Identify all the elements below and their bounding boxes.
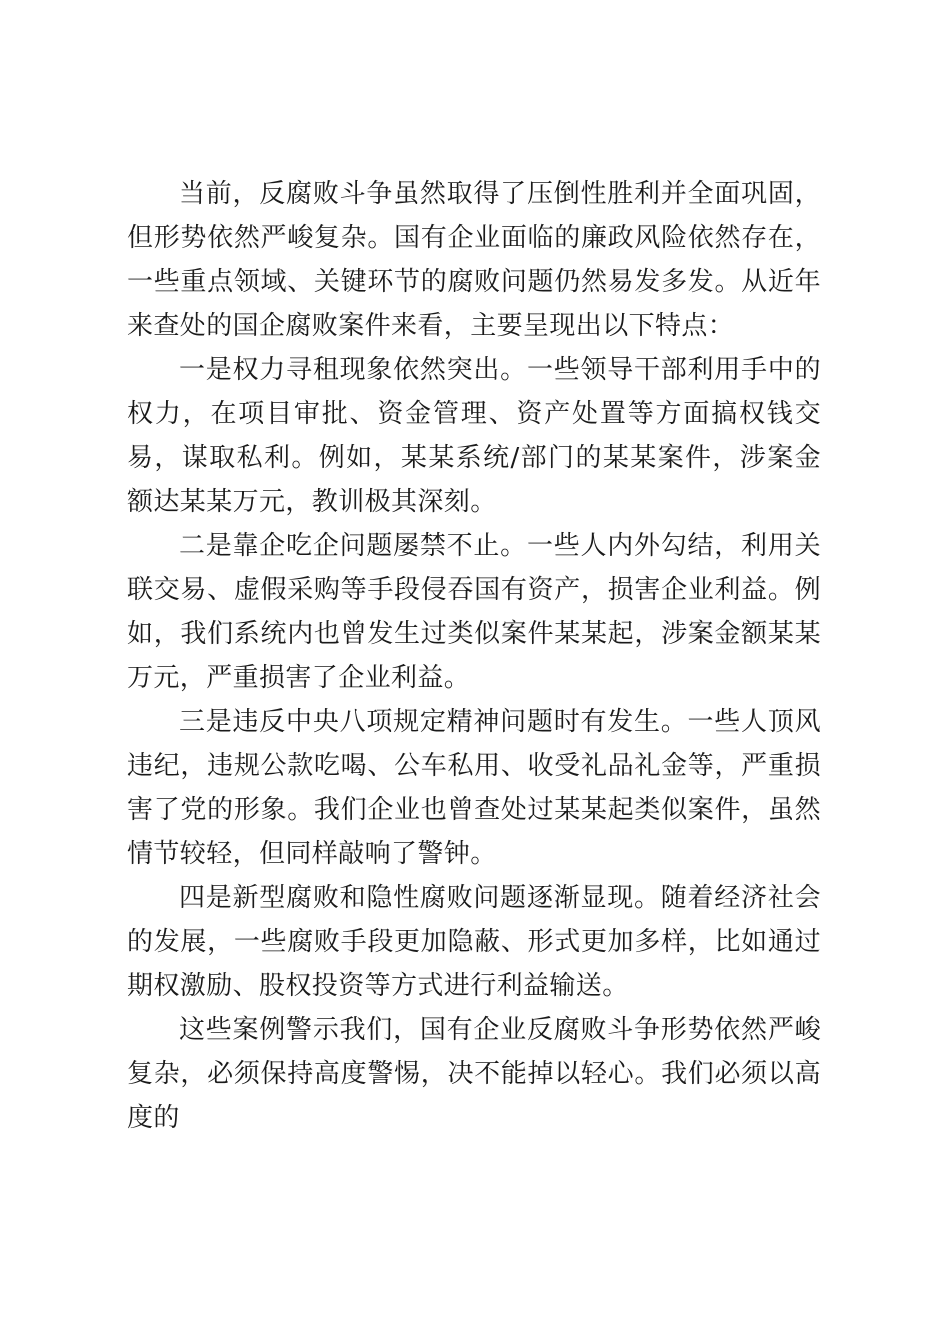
paragraph-point-4: 四是新型腐败和隐性腐败问题逐渐显现。随着经济社会的发展，一些腐败手段更加隐蔽、形式更加多样，比如通过期权激励、股权投资等方式进行利益输送。: [127, 883, 821, 1001]
document-body: [127, 172, 821, 1140]
paragraph-intro: 当前，反腐败斗争虽然取得了压倒性胜利并全面巩固，但形势依然严峻复杂。国有企业面临的廉政风险依然存在，一些重点领域、关键环节的腐败问题仍然易发多发。从近年来查处的国企腐败案件来看，主要呈现出以下特点：: [127, 179, 821, 341]
paragraph-point-3: 三是违反中央八项规定精神问题时有发生。一些人顶风违纪，违规公款吃喝、公车私用、收受礼品礼金等，严重损害了党的形象。我们企业也曾查处过某某起类似案件，虽然情节较轻，但同样敲响了警钟。: [127, 707, 821, 869]
paragraph-point-2: 二是靠企吃企问题屡禁不止。一些人内外勾结，利用关联交易、虚假采购等手段侵吞国有资产，损害企业利益。例如，我们系统内也曾发生过类似案件某某起，涉案金额某某万元，严重损害了企业利益。: [127, 531, 821, 693]
paragraph-point-1: 一是权力寻租现象依然突出。一些领导干部利用手中的权力，在项目审批、资金管理、资产处置等方面搞权钱交易，谋取私利。例如，某某系统/部门的某某案件，涉案金额达某某万元，教训极其深刻。: [127, 355, 821, 517]
paragraph-conclusion: 这些案例警示我们，国有企业反腐败斗争形势依然严峻复杂，必须保持高度警惕，决不能掉以轻心。我们必须以高度的: [127, 1015, 821, 1133]
